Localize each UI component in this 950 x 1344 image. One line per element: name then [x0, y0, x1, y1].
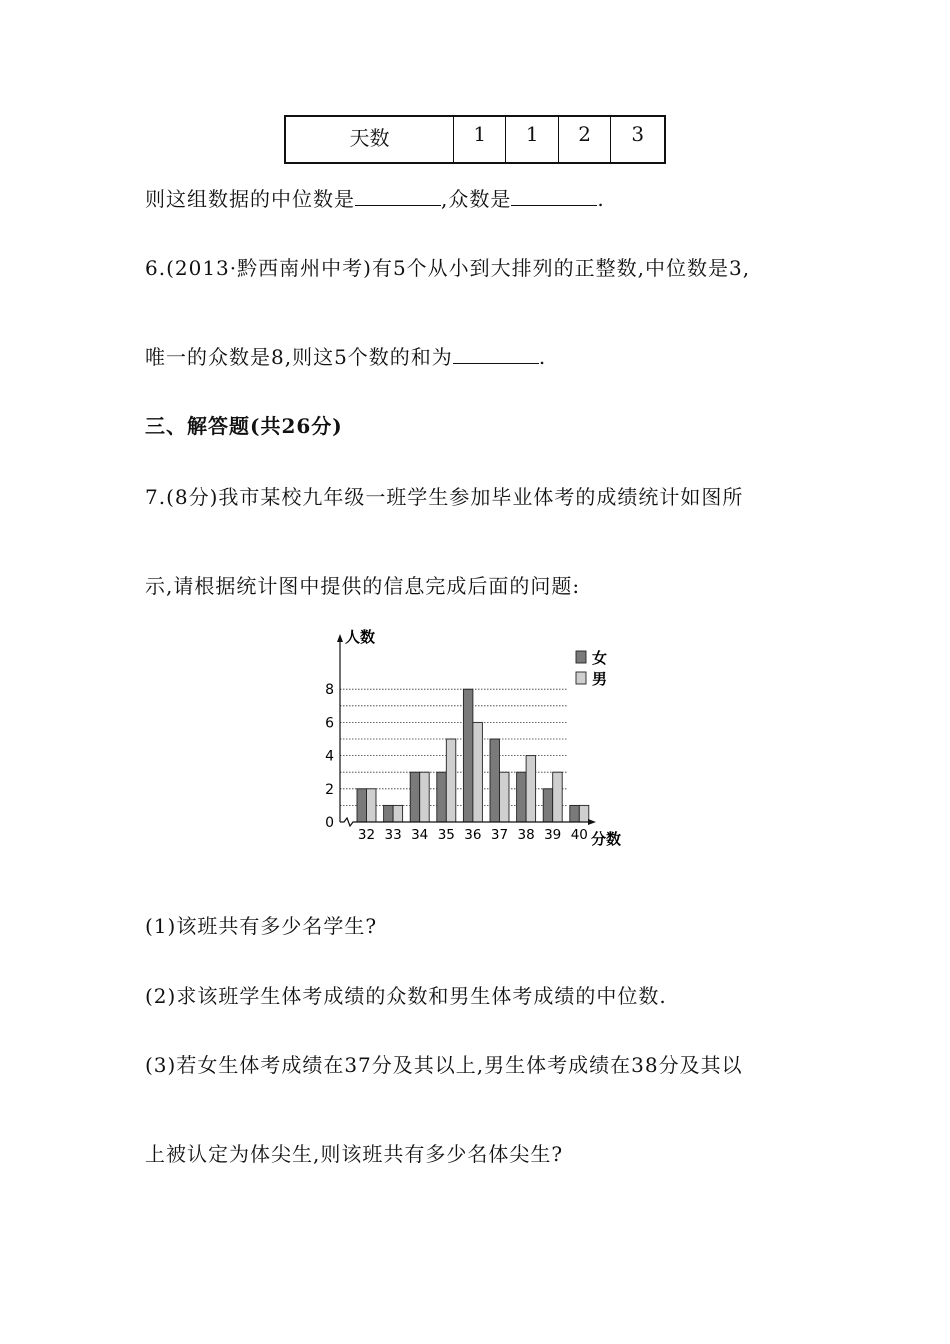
bar-male — [367, 789, 377, 822]
bar-female — [437, 772, 447, 822]
table-row — [285, 116, 665, 163]
q5-text-b: ,众数是 — [441, 187, 512, 211]
x-tick-label: 32 — [357, 827, 376, 843]
x-tick-label: 39 — [544, 827, 562, 843]
bar-male — [500, 772, 510, 822]
sub-question-2: (2)求该班学生体考成绩的众数和男生体考成绩的中位数. — [145, 984, 667, 1008]
question-5-tail — [145, 183, 605, 212]
answer-blank-median — [355, 187, 441, 206]
q5-text-c: . — [597, 187, 605, 211]
bar-female — [543, 789, 553, 822]
y-tick-label: 0 — [325, 815, 334, 831]
y-axis-arrow — [337, 634, 343, 642]
legend-swatch — [576, 672, 586, 684]
bar-female — [490, 739, 500, 822]
y-tick-label: 2 — [325, 781, 334, 798]
section-3-title: 三、解答题(共26分) — [145, 414, 343, 438]
sub-question-3-line-2: 上被认定为体尖生,则该班共有多少名体尖生? — [145, 1142, 564, 1166]
bar-female — [357, 789, 367, 822]
bar-female — [384, 805, 394, 822]
q6-text-b: . — [538, 345, 547, 369]
table-cell: 1 — [454, 116, 506, 163]
x-tick-label: 36 — [464, 827, 482, 843]
sub-question-3-line-1: (3)若女生体考成绩在37分及其以上,男生体考成绩在38分及其以 — [145, 1053, 743, 1077]
bar-male — [473, 722, 483, 822]
bar-male — [393, 805, 403, 822]
days-table — [284, 115, 666, 164]
bar-male — [579, 805, 589, 822]
x-tick-label: 37 — [490, 827, 509, 843]
table-cell: 1 — [506, 116, 558, 163]
table-header-cell: 天数 — [285, 116, 454, 163]
x-tick-label: 35 — [437, 827, 455, 843]
bar-male — [553, 772, 563, 822]
bar-female — [410, 772, 420, 822]
legend-swatch — [576, 651, 586, 663]
x-tick-label: 38 — [517, 827, 535, 843]
question-6-line-2 — [145, 341, 546, 370]
bar-male — [526, 756, 536, 822]
table-cell: 3 — [611, 116, 665, 163]
answer-blank-sum — [453, 345, 539, 364]
sub-question-1: (1)该班共有多少名学生? — [145, 914, 378, 938]
x-tick-label: 34 — [411, 827, 429, 843]
bar-male — [446, 739, 456, 822]
y-axis-label: 人数 — [344, 628, 376, 646]
chart-legend — [576, 649, 607, 688]
legend-label: 女 — [592, 649, 608, 667]
question-6-line-1: 6.(2013·黔西南州中考)有5个从小到大排列的正整数,中位数是3, — [145, 256, 751, 280]
score-bar-chart — [300, 620, 640, 860]
x-axis-label: 分数 — [590, 830, 622, 848]
bar-female — [463, 689, 473, 822]
x-tick-label: 33 — [384, 827, 402, 843]
bar-male — [420, 772, 430, 822]
bar-female — [517, 772, 527, 822]
question-7-line-1: 7.(8分)我市某校九年级一班学生参加毕业体考的成绩统计如图所 — [145, 485, 744, 509]
q5-text-a: 则这组数据的中位数是 — [145, 187, 355, 211]
legend-label: 男 — [592, 670, 608, 688]
bar-female — [570, 805, 580, 822]
question-7-line-2: 示,请根据统计图中提供的信息完成后面的问题: — [145, 574, 581, 598]
answer-blank-mode — [511, 187, 597, 206]
q6-text-a: 唯一的众数是8,则这5个数的和为 — [145, 345, 453, 369]
y-tick-label: 4 — [325, 748, 334, 765]
y-tick-label: 6 — [325, 715, 334, 732]
table-cell: 2 — [558, 116, 610, 163]
y-tick-label: 8 — [325, 682, 334, 699]
x-tick-label: 40 — [570, 827, 588, 843]
